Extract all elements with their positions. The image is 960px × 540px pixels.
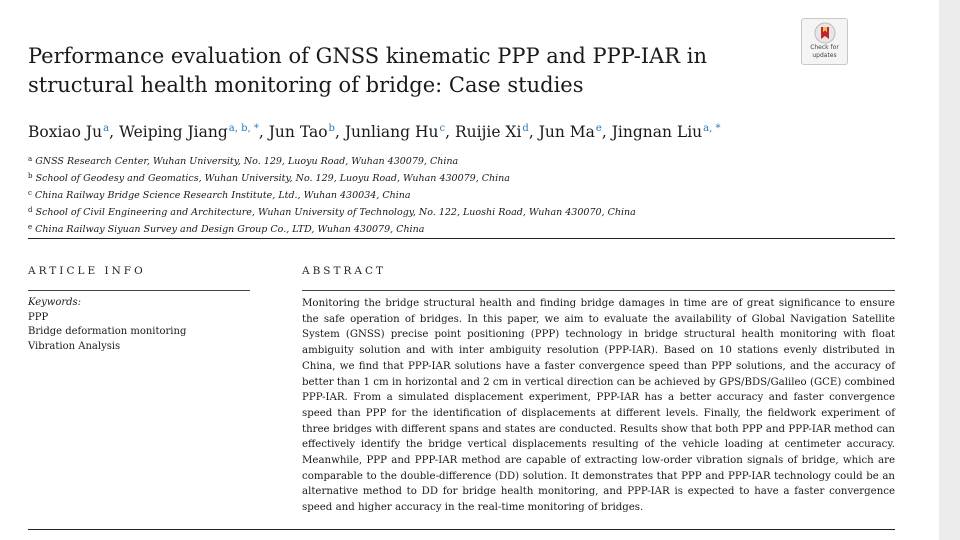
- author[interactable]: Weiping Jiang$^{a, b, *}$: [118, 123, 259, 141]
- keyword[interactable]: Bridge deformation monitoring: [28, 326, 187, 337]
- author-list: Boxiao Ju$^a$, Weiping Jiang$^{a, b, *}$, Jun Tao$^b$, Junliang Hu$^c$, Ruijie Xi$^d$, Jun Ma$^e$, Jingnan Liu$^{a, *}$: [28, 123, 721, 141]
- keyword[interactable]: Vibration Analysis: [28, 340, 121, 352]
- affiliation-mark: a, *: [703, 123, 721, 134]
- abstract-divider: [302, 290, 895, 291]
- abstract-text: Monitoring the bridge structural health and finding bridge damages in time are of great significance to ensure the safe operation of bridges. In this paper, we aim to evaluate the availability of Global Navigation Satellite System (GNSS) precise point positioning (PPP) technology in bridge structural health monitoring with float ambiguity solution and with inter ambiguity resolution (PPP-IAR). Based on 10 stations evenly distributed in China, we find that PPP-IAR solutions have a faster convergence speed than PPP solutions, and the accuracy of better than 1 cm in horizontal and 2 cm in vertical direction can be achieved by GPS/BDS/Galileo (GCE) combined PPP-IAR. From a simulated displacement experiment, PPP-IAR has a better accuracy and faster convergence speed than PPP for the identification of displacements at different levels. Finally, the fieldwork experiment of three bridges with different spans and states are conducted. Results show that both PPP and PPP-IAR method can effectively identify the bridge vertical displacements resulting of the vehicle loading at centimeter accuracy. Meanwhile, PPP and PPP-IAR method are capable of extracting low-order vibration signals of bridge, which are comparable to the double-difference (DD) solution. It demonstrates that PPP and PPP-IAR technology could be an alternative method to DD for bridge health monitoring, and PPP-IAR is expected to have a faster convergence speed and higher accuracy in the real-time monitoring of bridges.: [302, 298, 895, 514]
- keywords-block: [28, 296, 186, 354]
- bookmark-icon: [814, 22, 836, 44]
- badge-text-line2: updates: [812, 51, 837, 59]
- affiliation-mark: b: [328, 123, 335, 134]
- keywords-divider: [28, 290, 250, 291]
- affiliation-mark: a: [103, 123, 110, 134]
- author[interactable]: Boxiao Ju$^a$: [28, 123, 110, 141]
- section-divider: [28, 238, 895, 239]
- badge-text-line1: Check for: [810, 44, 839, 51]
- affiliation: $^a$ GNSS Research Center, Wuhan University, No. 129, Luoyu Road, Wuhan 430079, China: [28, 155, 459, 167]
- author[interactable]: Ruijie Xi$^d$: [454, 123, 529, 141]
- affiliation-mark: a, b, *: [228, 123, 259, 134]
- affiliation-mark: c: [439, 123, 446, 134]
- affiliation-mark: d: [522, 123, 529, 134]
- affiliation: $^e$ China Railway Siyuan Survey and Design Group Co., LTD, Wuhan 430079, China: [28, 223, 425, 235]
- keyword[interactable]: PPP: [28, 311, 49, 323]
- affiliation: $^b$ School of Geodesy and Geomatics, Wuhan University, No. 129, Luoyu Road, Wuhan 430079, China: [28, 172, 510, 184]
- author[interactable]: Jun Ma$^e$: [538, 123, 602, 141]
- viewer-scrollbar-track[interactable]: [939, 0, 960, 540]
- paper-title: Performance evaluation of GNSS kinematic PPP and PPP-IAR in structural health monitoring of bridge: Case studies: [28, 44, 707, 97]
- author[interactable]: Junliang Hu$^c$: [344, 123, 446, 141]
- abstract-heading: ABSTRACT: [302, 265, 387, 277]
- check-for-updates-badge[interactable]: [801, 18, 848, 65]
- keywords-label: Keywords:: [28, 297, 82, 308]
- affiliation-list: [28, 152, 636, 237]
- author[interactable]: Jingnan Liu$^{a, *}$: [611, 123, 721, 141]
- affiliation-mark: e: [595, 123, 602, 134]
- author[interactable]: Jun Tao$^b$: [268, 123, 335, 141]
- article-info-heading: ARTICLE INFO: [28, 265, 146, 277]
- affiliation: $^d$ School of Civil Engineering and Architecture, Wuhan University of Technology, No. 122, Luoshi Road, Wuhan 430070, China: [28, 206, 636, 218]
- bottom-divider: [28, 529, 895, 530]
- affiliation: $^c$ China Railway Bridge Science Research Institute, Ltd., Wuhan 430034, China: [28, 189, 411, 201]
